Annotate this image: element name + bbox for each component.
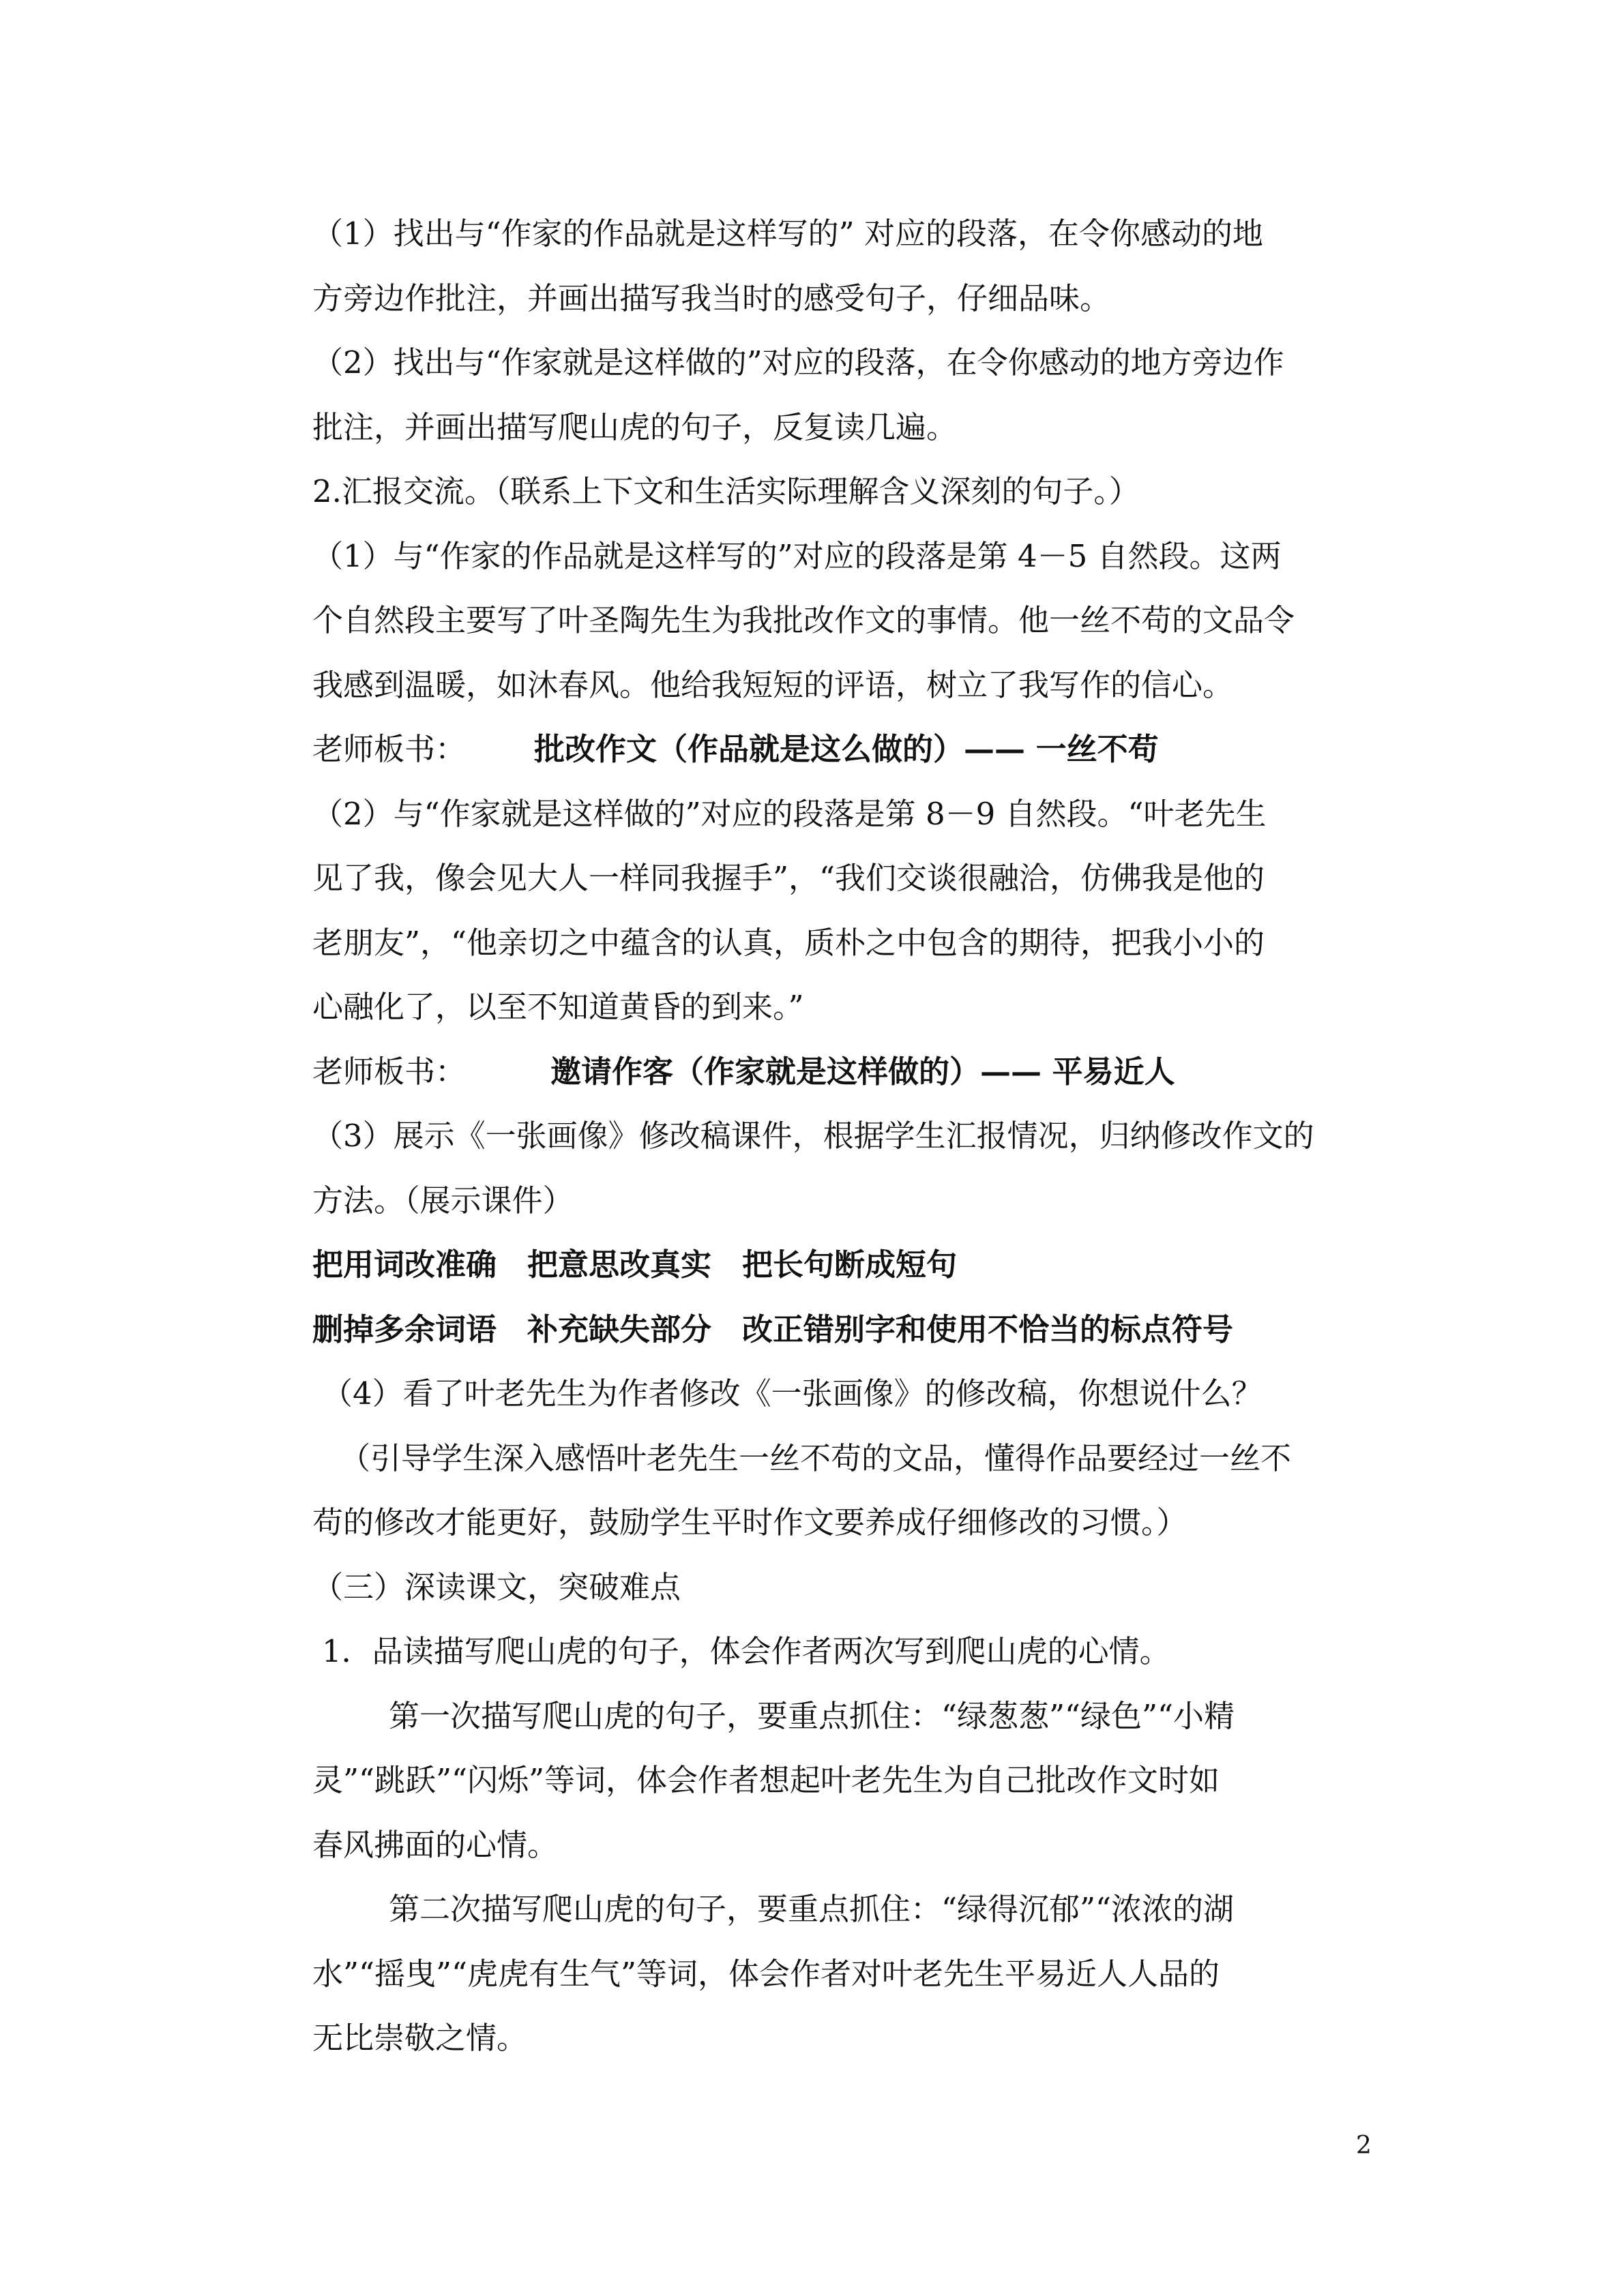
method-line: 删掉多余词语 补充缺失部分 改正错别字和使用不恰当的标点符号 bbox=[312, 1311, 1234, 1347]
text-line: 方法。（展示课件） bbox=[312, 1182, 574, 1219]
board-text: 邀请作客（作家就是这样做的）—— 平易近人 bbox=[550, 1053, 1175, 1090]
method-line: 把用词改准确 把意思改真实 把长句断成短句 bbox=[312, 1247, 958, 1283]
text-line: 无比崇敬之情。 bbox=[312, 2020, 528, 2056]
board-line bbox=[312, 1040, 1378, 1105]
page-content bbox=[312, 202, 1378, 2071]
text-line: （4）看了叶老先生为作者修改《一张画像》的修改稿，你想说什么？ bbox=[322, 1375, 1263, 1412]
text-line: （2）找出与“作家就是这样做的”对应的段落，在令你感动的地方旁边作 bbox=[312, 344, 1284, 381]
text-line: 2.汇报交流。（联系上下文和生活实际理解含义深刻的句子。） bbox=[312, 473, 1140, 509]
text-line: 我感到温暖，如沐春风。他给我短短的评语，树立了我写作的信心。 bbox=[312, 666, 1234, 703]
text-line: （3）展示《一张画像》修改稿课件，根据学生汇报情况，归纳修改作文的 bbox=[312, 1118, 1314, 1154]
text-line: 苟的修改才能更好，鼓励学生平时作文要养成仔细修改的习惯。） bbox=[312, 1504, 1187, 1540]
board-label: 老师板书： bbox=[312, 731, 467, 767]
text-line: 个自然段主要写了叶圣陶先生为我批改作文的事情。他一丝不苟的文品令 bbox=[312, 602, 1295, 638]
text-line: 1．品读描写爬山虎的句子，体会作者两次写到爬山虎的心情。 bbox=[322, 1633, 1170, 1669]
page-number: 2 bbox=[1356, 2132, 1372, 2160]
text-line: 老朋友”，“他亲切之中蕴含的认真，质朴之中包含的期待，把我小小的 bbox=[312, 924, 1265, 961]
board-text: 批改作文（作品就是这么做的）—— 一丝不苟 bbox=[534, 731, 1159, 767]
section-heading: （三）深读课文，突破难点 bbox=[312, 1568, 681, 1605]
text-line: 第二次描写爬山虎的句子，要重点抓住：“绿得沉郁”“浓浓的湖 bbox=[389, 1891, 1235, 1927]
text-line: 春风拂面的心情。 bbox=[312, 1826, 559, 1863]
text-line: 第一次描写爬山虎的句子，要重点抓住：“绿葱葱”“绿色”“小精 bbox=[389, 1697, 1235, 1734]
text-line: 方旁边作批注，并画出描写我当时的感受句子，仔细品味。 bbox=[312, 280, 1111, 316]
text-line: （1）找出与“作家的作品就是这样写的” 对应的段落，在令你感动的地 bbox=[312, 215, 1263, 252]
board-label: 老师板书： bbox=[312, 1053, 467, 1090]
text-line: （引导学生深入感悟叶老先生一丝不苟的文品，懂得作品要经过一丝不 bbox=[340, 1440, 1292, 1476]
text-line: 见了我，像会见大人一样同我握手”，“我们交谈很融洽，仿佛我是他的 bbox=[312, 860, 1265, 896]
text-line: 水”“摇曳”“虎虎有生气”等词，体会作者对叶老先生平易近人人品的 bbox=[312, 1955, 1220, 1992]
text-line: （2）与“作家就是这样做的”对应的段落是第 8－9 自然段。“叶老先生 bbox=[312, 795, 1267, 832]
text-line: 心融化了，以至不知道黄昏的到来。” bbox=[312, 989, 804, 1025]
text-line: （1）与“作家的作品就是这样写的”对应的段落是第 4－5 自然段。这两 bbox=[312, 537, 1282, 574]
text-line: 批注，并画出描写爬山虎的句子，反复读几遍。 bbox=[312, 408, 958, 445]
text-line: 灵”“跳跃”“闪烁”等词，体会作者想起叶老先生为自己批改作文时如 bbox=[312, 1762, 1220, 1798]
board-line bbox=[312, 717, 1378, 782]
